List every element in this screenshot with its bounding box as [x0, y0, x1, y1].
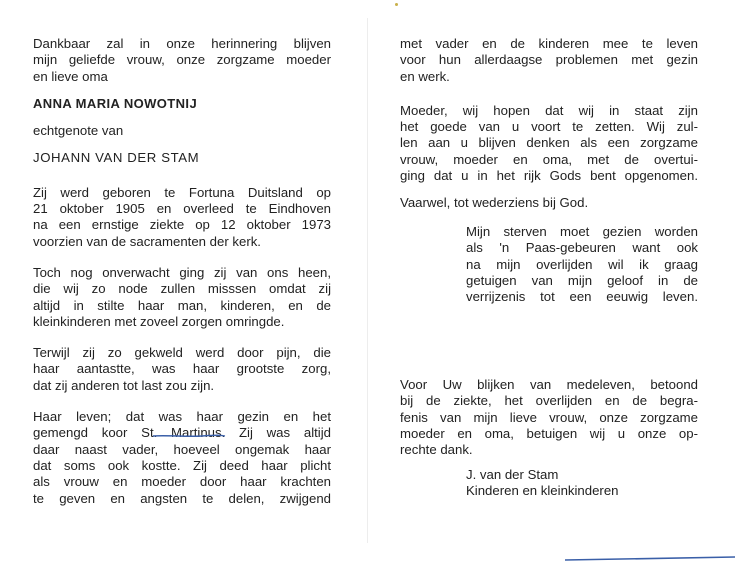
poem-line: Mijn sterven moet gezien worden — [466, 224, 698, 239]
text-line: Terwijl zij zo gekweld werd door pijn, die — [33, 345, 331, 361]
text-line: ging dat u in het rijk Gods bent opgenomen. — [400, 168, 698, 184]
thanks-paragraph — [400, 377, 698, 458]
text-line: len aan u blijven denken als een zorgzame — [400, 135, 698, 151]
signature-family: Kinderen en kleinkinderen — [466, 483, 619, 499]
right-column — [400, 36, 698, 212]
text-line: 21 oktober 1905 en overleed te Eindhoven — [33, 201, 331, 217]
intro-paragraph — [33, 36, 331, 85]
text-line: te geven en angsten te delen, zwijgend — [33, 490, 331, 506]
signature-block — [466, 467, 619, 500]
text-line: mijn geliefde vrouw, onze zorgzame moeder — [33, 52, 331, 68]
text-line: voor hun allerdaagse problemen met gezin — [400, 52, 698, 68]
text-line: Moeder, wij hopen dat wij in staat zijn — [400, 102, 698, 118]
text-line: het goede van u voort te zetten. Wij zul- — [400, 119, 698, 135]
deceased-name: ANNA MARIA NOWOTNIJ — [33, 95, 198, 111]
edge-pen-mark — [565, 550, 735, 562]
text-line: na een ernstige ziekte op 12 oktober 1973 — [33, 217, 331, 233]
poem-line: als 'n Paas-gebeuren want ook — [466, 240, 698, 256]
signature-name: J. van der Stam — [466, 467, 559, 482]
text-line: als vrouw en moeder door haar krachten — [33, 474, 331, 490]
text-line: dat soms ook kostte. Zij deed haar plicht — [33, 457, 331, 473]
text-line: Voor Uw blijken van medeleven, betoond — [400, 377, 698, 392]
text-line: kleinkinderen met zoveel zorgen omringde. — [33, 313, 285, 329]
poem-line: na mijn overlijden wil ik graag — [466, 256, 698, 272]
text-line: gemengd koor St. Martinus. Zij was altijd — [33, 425, 331, 441]
farewell-line: Vaarwel, tot wederziens bij God. — [400, 195, 589, 211]
poem-line: verrijzenis tot een eeuwig leven. — [466, 289, 698, 305]
text-line: fenis van mijn lieve vrouw, onze zorgzame — [400, 409, 698, 425]
text-line: voorzien van de sacramenten der kerk. — [33, 233, 261, 249]
text-line: altijd in stilte haar man, kinderen, en de — [33, 297, 331, 313]
text-line: en werk. — [400, 68, 450, 84]
text-line: Haar leven; dat was haar gezin en het — [33, 409, 331, 425]
spouse-intro: echtgenote van — [33, 123, 124, 139]
right-paragraph-2 — [400, 103, 698, 184]
paragraph-3 — [33, 345, 331, 394]
text-line: haar aantastte, was haar grootste zorg, — [33, 361, 331, 377]
text-line: moeder en oma, betuigen wij u onze op- — [400, 425, 698, 441]
text-line: met vader en de kinderen mee te leven — [400, 36, 698, 51]
pen-underline-mark — [152, 433, 226, 439]
birth-paragraph — [33, 185, 331, 250]
paragraph-4 — [33, 409, 331, 507]
card-fold-line — [367, 18, 368, 543]
text-line: dat zij anderen tot last zou zijn. — [33, 377, 215, 393]
paragraph-2 — [33, 265, 331, 330]
right-paragraph-1 — [400, 36, 698, 85]
text-line: Toch nog onverwacht ging zij van ons heen, — [33, 264, 331, 280]
text-line: en lieve oma — [33, 68, 108, 84]
text-line: daar naast vader, hoeveel ongemak haar — [33, 441, 331, 457]
text-line: bij de ziekte, het overlijden en de begra- — [400, 393, 698, 409]
text-line: vrouw, moeder en oma, met de overtui- — [400, 151, 698, 167]
text-line: Zij werd geboren te Fortuna Duitsland op — [33, 184, 331, 200]
poem — [466, 224, 698, 305]
text-line: Dankbaar zal in onze herinnering blijven — [33, 36, 331, 51]
text-line: rechte dank. — [400, 442, 473, 458]
speck — [395, 3, 398, 6]
spouse-name: JOHANN VAN DER STAM — [33, 150, 200, 166]
text-line: die wij zo node zullen misssen omdat zij — [33, 281, 331, 297]
poem-line: getuigen van mijn geloof in de — [466, 272, 698, 288]
